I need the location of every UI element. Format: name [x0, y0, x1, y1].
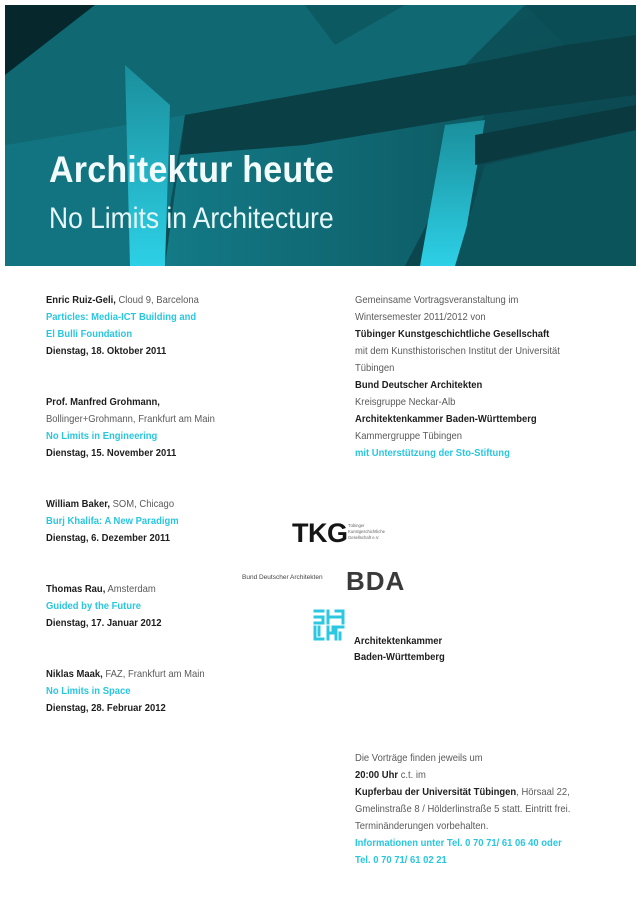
lecture-topic: Burj Khalifa: A New Paradigm [46, 515, 179, 527]
info-note: Terminänderungen vorbehalten. [355, 820, 489, 832]
akbw-logo-text: Architektenkammer Baden-Württemberg [354, 635, 445, 663]
lecture-date: Dienstag, 6. Dezember 2011 [46, 532, 170, 544]
organizer-note: mit dem Kunsthistorischen Institut der Universität [355, 345, 560, 357]
lecture-speaker: William Baker, SOM, Chicago [46, 498, 175, 510]
lecture-affiliation: Bollinger+Grohmann, Frankfurt am Main [46, 413, 215, 425]
lecture-date: Dienstag, 28. Februar 2012 [46, 702, 166, 714]
lecture-topic: El Bulli Foundation [46, 328, 133, 340]
organizer-name: Bund Deutscher Architekten [355, 379, 483, 391]
info-intro: Die Vorträge finden jeweils um [355, 752, 483, 764]
bda-logo-mark: BDA [346, 566, 406, 596]
lecture-speaker: Thomas Rau, Amsterdam [46, 583, 156, 595]
lecture-topic: No Limits in Space [46, 685, 131, 697]
organizers-intro: Gemeinsame Vortragsveranstaltung im [355, 294, 519, 306]
lecture-topic: Guided by the Future [46, 600, 142, 612]
lecture-topic: Particles: Media-ICT Building and [46, 311, 197, 323]
organizer-note: Kammergruppe Tübingen [355, 430, 463, 442]
organizer-name: Architektenkammer Baden-Württemberg [355, 413, 537, 425]
organizers-block [355, 292, 615, 462]
info-contact: Informationen unter Tel. 0 70 71/ 61 06 40 oder [355, 837, 562, 849]
lecture-speaker: Niklas Maak, FAZ, Frankfurt am Main [46, 668, 205, 680]
sponsor-note: mit Unterstützung der Sto-Stiftung [355, 447, 510, 459]
lecture-item [46, 292, 286, 360]
info-venue: Kupferbau der Universität Tübingen, Hörsaal 22, [355, 786, 570, 798]
header-banner [5, 5, 636, 266]
info-address: Gmelinstraße 8 / Hölderlinstraße 5 statt. Eintritt frei. [355, 803, 571, 815]
info-contact: Tel. 0 70 71/ 61 02 21 [355, 854, 447, 866]
page-subtitle: No Limits in Architecture [49, 202, 334, 235]
lecture-topic: No Limits in Engineering [46, 430, 158, 442]
info-time: 20:00 Uhr c.t. im [355, 769, 426, 781]
lecture-date: Dienstag, 15. November 2011 [46, 447, 177, 459]
lecture-item [46, 394, 286, 462]
organizer-note: Tübingen [355, 362, 395, 374]
lecture-item [46, 496, 286, 547]
tkg-logo-subtitle: Tübinger Kunstgeschichtliche Gesellschaft e.V. [348, 523, 386, 540]
bda-logo-subtitle: Bund Deutscher Architekten [242, 574, 323, 581]
lecture-item [46, 581, 286, 632]
lecture-speaker: Prof. Manfred Grohmann, [46, 396, 160, 408]
lecture-speaker: Enric Ruiz-Geli, Cloud 9, Barcelona [46, 294, 199, 306]
organizer-name: Tübinger Kunstgeschichtliche Gesellschaft [355, 328, 550, 340]
event-info-block [355, 750, 625, 869]
akbw-logo-icon [312, 608, 346, 642]
tkg-logo-mark: TKG [292, 518, 348, 548]
organizer-note: Kreisgruppe Neckar-Alb [355, 396, 456, 408]
organizers-intro: Wintersemester 2011/2012 von [355, 311, 486, 323]
page-title: Architektur heute [49, 149, 334, 190]
lecture-item [46, 666, 286, 717]
lecture-date: Dienstag, 17. Januar 2012 [46, 617, 162, 629]
lecture-date: Dienstag, 18. Oktober 2011 [46, 345, 167, 357]
